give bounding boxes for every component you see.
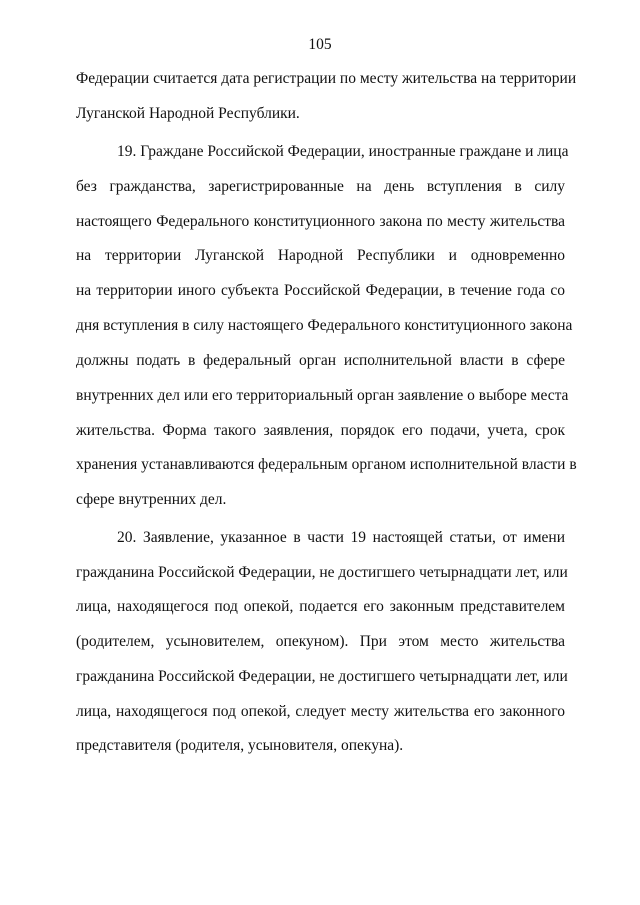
text-line: Луганской Народной Республики. [76, 105, 300, 122]
page-number: 105 [308, 36, 332, 53]
text-line: 19. Граждане Российской Федерации, иностранные граждане и лица [117, 143, 569, 160]
text-line: гражданина Российской Федерации, не достигшего четырнадцати лет, или [76, 668, 568, 685]
text-line: настоящего Федерального конституционного закона по месту жительства [76, 213, 565, 230]
text-line: жительства. Форма такого заявления, порядок его подачи, учета, срок [76, 422, 565, 439]
text-line: лица, находящегося под опекой, следует месту жительства его законного [76, 703, 565, 720]
text-line: внутренних дел или его территориальный орган заявление о выборе места [76, 387, 569, 404]
text-line: на территории иного субъекта Российской Федерации, в течение года со [76, 282, 565, 299]
text-line: гражданина Российской Федерации, не достигшего четырнадцати лет, или [76, 564, 568, 581]
text-line: Федерации считается дата регистрации по месту жительства на территории [76, 70, 577, 87]
text-line: представителя (родителя, усыновителя, опекуна). [76, 737, 404, 754]
text-line: должны подать в федеральный орган исполнительной власти в сфере [76, 352, 565, 369]
text-line: (родителем, усыновителем, опекуном). При этом место жительства [76, 633, 565, 650]
text-line: 20. Заявление, указанное в части 19 настоящей статьи, от имени [117, 529, 565, 546]
text-line: без гражданства, зарегистрированные на день вступления в силу [76, 178, 565, 195]
text-line: хранения устанавливаются федеральным органом исполнительной власти в [76, 456, 577, 473]
text-line: сфере внутренних дел. [76, 491, 227, 508]
text-line: дня вступления в силу настоящего Федерального конституционного закона [76, 317, 573, 334]
text-line: лица, находящегося под опекой, подается его законным представителем [76, 598, 565, 615]
text-line: на территории Луганской Народной Республики и одновременно [76, 247, 565, 264]
